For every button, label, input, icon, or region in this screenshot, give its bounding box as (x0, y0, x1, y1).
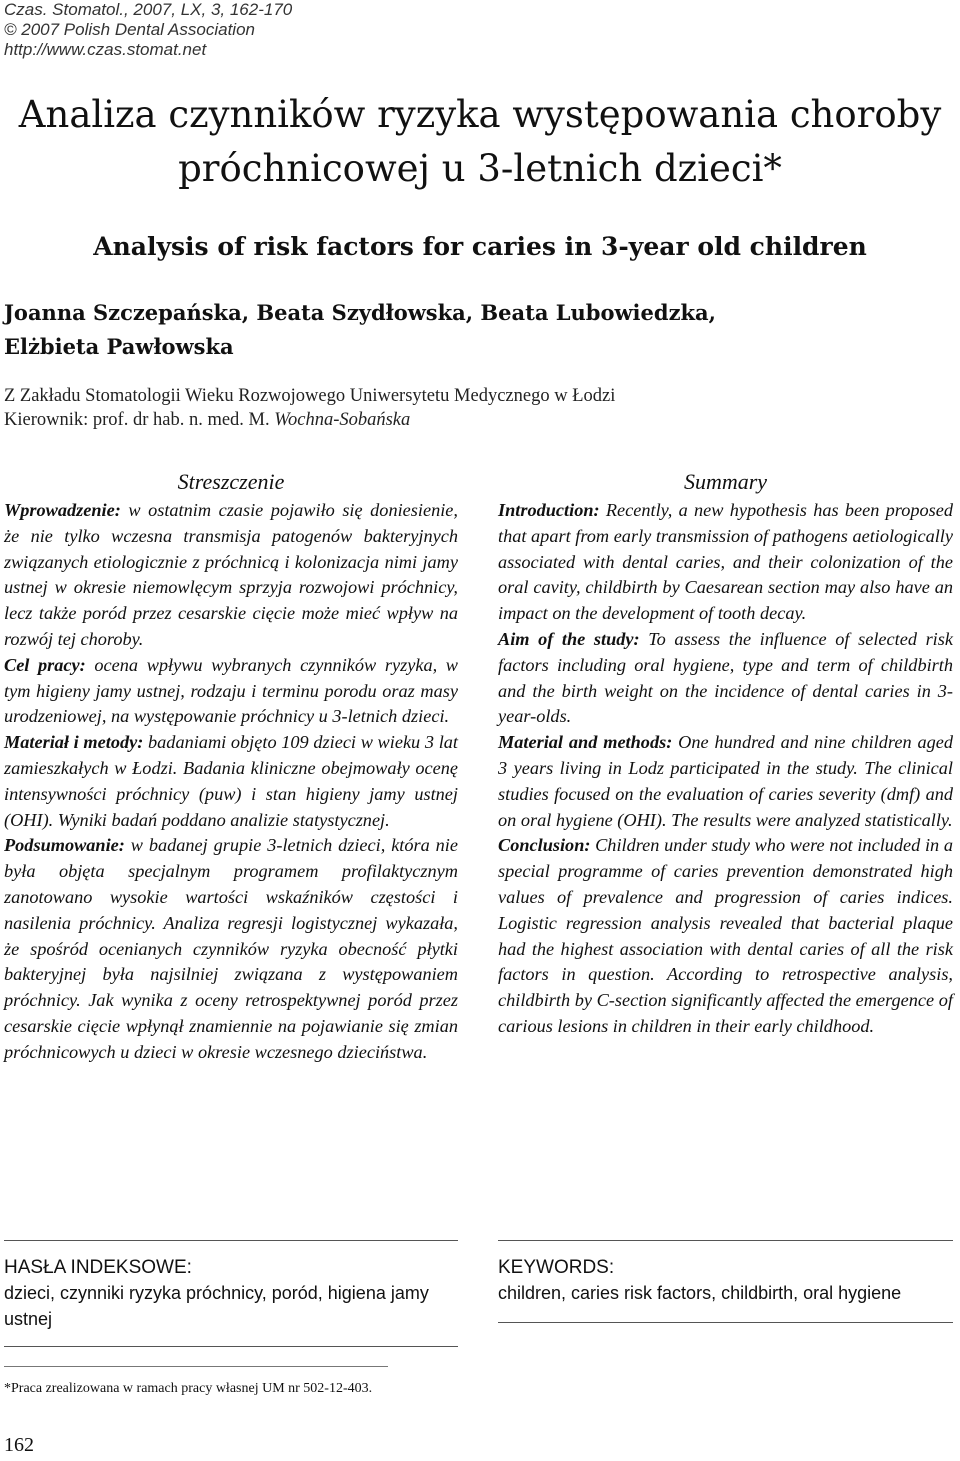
keywords-pl-bottom-divider (4, 1346, 458, 1347)
abstract-en-paragraph (498, 730, 953, 833)
article-subtitle-english: Analysis of risk factors for caries in 3-year old children (93, 232, 867, 261)
affiliation-head (4, 408, 954, 432)
abstract-en-label: Introduction: (498, 500, 600, 520)
abstract-pl-text: ocena wpływu wybranych czynników ryzyka, w tym higieny jamy ustnej, rodzaju i terminu porodu oraz masy urodzeniowej, na występowanie próchnicy u 3-letnich dzieci. (4, 654, 458, 727)
abstract-polish-heading: Streszczenie (177, 469, 285, 494)
abstract-en-label: Conclusion: (498, 835, 591, 856)
abstract-pl-label: Podsumowanie: (4, 835, 125, 856)
abstract-en-text: Children under study who were not included in a special programme of caries prevention demonstrated high values of prevalence and progression of caries indices. Logistic regression analysis revealed that bacterial plaque had the highest association with dental caries of all the risk factors in question. According to retrospective analysis, childbirth by C-section significantly affected the emergence of carious lesions in children in their early childhood. (498, 835, 953, 1036)
abstract-en-text: Recently, a new hypothesis has been proposed that apart from early transmission of pathogens aetiologically associated with dental caries, and their colonization of the oral cavity, childbirth by Caesarean section may also have an impact on the development of tooth decay. (498, 500, 953, 624)
abstract-en-label: Aim of the study: (498, 628, 640, 649)
abstract-pl-text: w badanej grupie 3-letnich dzieci, która nie była objęta specjalnym programem profilaktycznym zanotowano wysokie wartości wskaźników częstości i nasilenia próchnicy. Analiza regresji logistycznej wykazała, że spośród ocenianych czynników ryzyka obecność płytki bakteryjnej była najsilniej związana z występowaniem próchnicy. Jak wynika z oceny retrospektywnej poród przez cesarskie cięcie wpłynął znamiennie na pojawianie się zmian próchnicowych u dzieci w okresie wczesnego dzieciństwa. (4, 835, 458, 1062)
author-list (4, 296, 954, 364)
journal-citation: Czas. Stomatol., 2007, LX, 3, 162-170 (4, 0, 293, 19)
abstract-pl-label: Cel pracy: (4, 654, 86, 675)
copyright-line: © 2007 Polish Dental Association (4, 20, 255, 39)
page-number: 162 (4, 1434, 34, 1456)
keywords-polish-text: dzieci, czynniki ryzyka próchnicy, poród, higiena jamy ustnej (4, 1283, 429, 1329)
abstract-english-heading: Summary (683, 469, 768, 494)
abstract-en-paragraph (498, 627, 953, 730)
footnote: *Praca zrealizowana w ramach pracy własnej UM nr 502-12-403. (4, 1381, 373, 1396)
author-line-2: Elżbieta Pawłowska (4, 334, 234, 359)
journal-url[interactable]: http://www.czas.stomat.net (4, 40, 207, 59)
keywords-en-bottom-divider (498, 1322, 953, 1323)
abstract-pl-paragraph (4, 498, 458, 653)
article-title-line-2: próchnicowej u 3-letnich dzieci* (178, 147, 782, 190)
abstract-en-label: Material and methods: (498, 732, 673, 753)
article-title (0, 88, 960, 196)
keywords-pl-top-divider (4, 1240, 458, 1241)
affiliation-head-prefix: Kierownik: prof. dr hab. n. med. M. (4, 410, 275, 430)
article-title-line-1: Analiza czynników ryzyka występowania choroby (18, 93, 942, 136)
abstract-pl-paragraph (4, 730, 458, 833)
footnote-divider (4, 1366, 388, 1367)
author-line-1: Joanna Szczepańska, Beata Szydłowska, Beata Lubowiedzka, (4, 300, 716, 325)
affiliation-institution: Z Zakładu Stomatologii Wieku Rozwojowego Uniwersytetu Medycznego w Łodzi (4, 386, 616, 406)
abstract-en-text: To assess the influence of selected risk factors including oral hygiene, type and term of childbirth and the birth weight on the incidence of dental caries in 3-year-olds. (498, 628, 953, 727)
abstract-pl-label: Materiał i metody: (4, 732, 144, 753)
abstract-pl-text: badaniami objęto 109 dzieci w wieku 3 lat zamieszkałych w Łodzi. Badania kliniczne obejmowały ocenę intensywności próchnicy (puw) i stan higieny jamy ustnej (OHI). Wyniki badań poddano analizie statystycznej. (4, 732, 458, 830)
abstract-pl-paragraph (4, 653, 458, 730)
keywords-english (498, 1256, 953, 1306)
affiliation-head-name: Wochna-Sobańska (274, 410, 411, 430)
keywords-english-text: children, caries risk factors, childbirth, oral hygiene (498, 1283, 902, 1303)
abstract-polish (4, 468, 458, 1066)
keywords-english-heading: KEYWORDS: (498, 1257, 615, 1278)
abstract-pl-paragraph (4, 833, 458, 1065)
keywords-polish-heading: HASŁA INDEKSOWE: (4, 1257, 192, 1278)
abstract-en-paragraph (498, 833, 953, 1039)
abstract-pl-label: Wprowadzenie: (4, 500, 121, 520)
abstract-english (498, 468, 953, 1040)
keywords-polish (4, 1256, 458, 1332)
keywords-en-top-divider (498, 1240, 953, 1241)
abstract-en-paragraph (498, 498, 953, 627)
affiliation (4, 384, 954, 432)
abstract-en-text: One hundred and nine children aged 3 years living in Lodz participated in the study. The clinical studies focused on the evaluation of caries severity (dmf) and on oral hygiene (OHI). The results were analyzed statistically. (498, 732, 954, 830)
abstract-pl-text: w ostatnim czasie pojawiło się doniesienie, że nie tylko wczesna transmisja patogenów bakteryjnych związanych etiologicznie z próchnicą i kolonizacja nimi jamy ustnej w okresie niemowlęcym sprzyja rozwojowi próchnicy, lecz także poród przez cesarskie cięcie może mieć wpływ na rozwój tej choroby. (4, 500, 458, 649)
